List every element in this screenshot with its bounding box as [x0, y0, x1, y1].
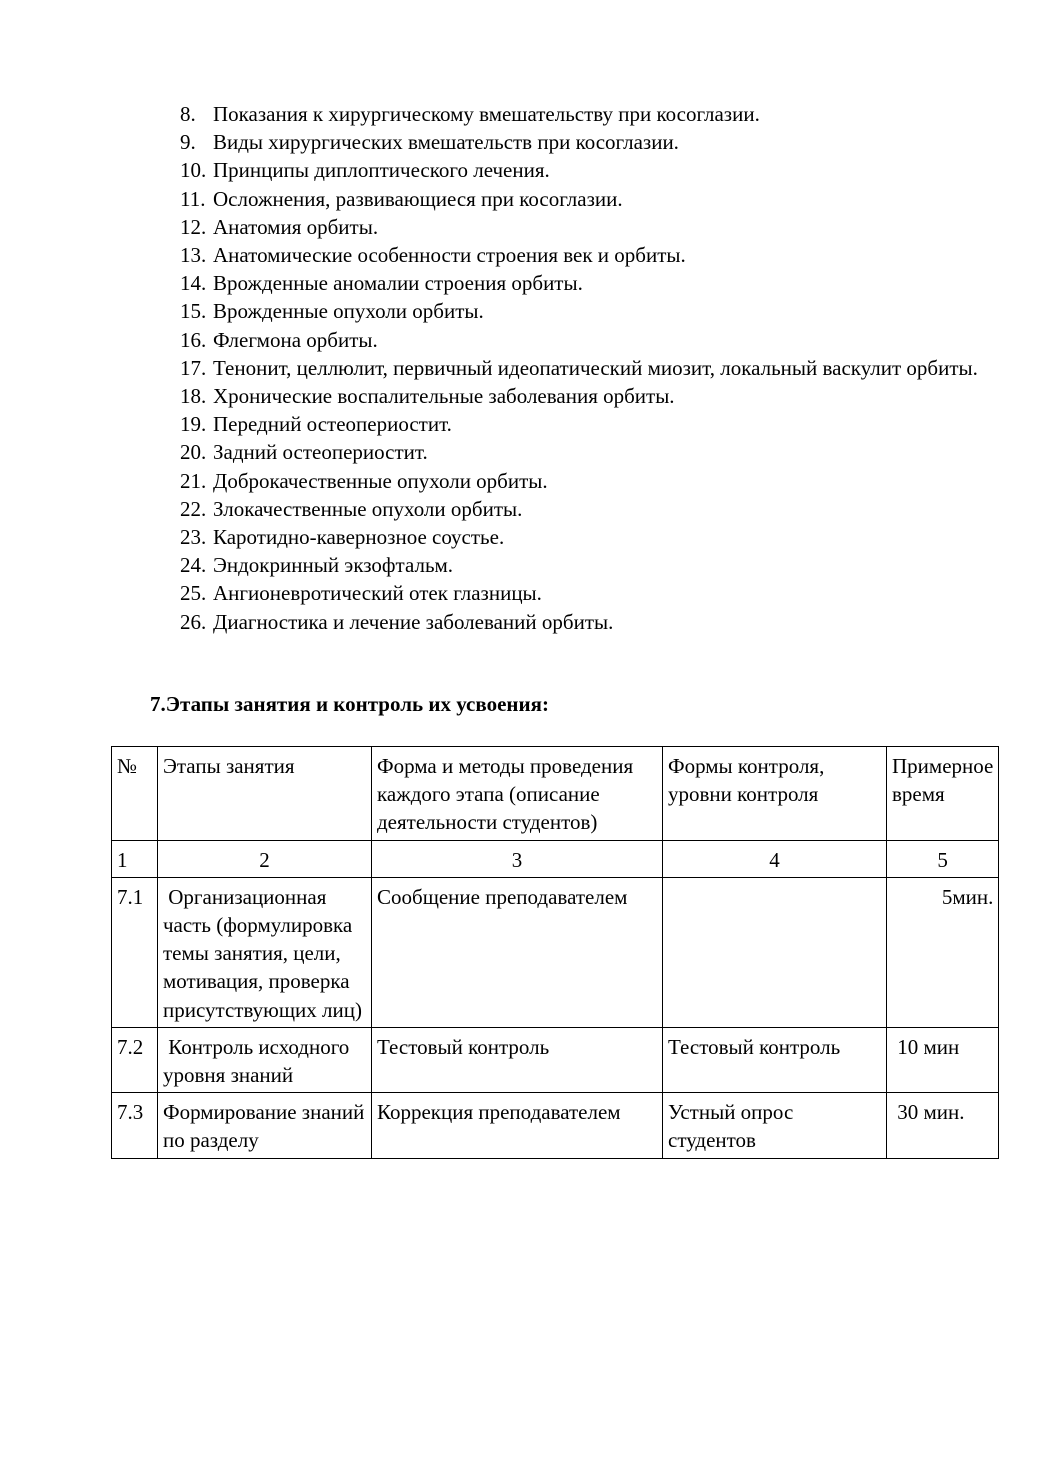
list-item-text: Доброкачественные опухоли орбиты.: [213, 468, 548, 493]
control-cell: Тестовый контроль: [663, 1027, 887, 1092]
list-item-number: 14.: [180, 271, 207, 296]
list-item-text: Эндокринный экзофтальм.: [213, 553, 454, 578]
list-item-number: 21.: [180, 468, 207, 493]
row-number-cell: 7.1: [112, 877, 158, 1027]
stage-cell: Контроль исходного уровня знаний: [158, 1027, 372, 1092]
method-cell: Тестовый контроль: [372, 1027, 663, 1092]
list-item: [180, 608, 980, 636]
list-item: [180, 438, 980, 466]
list-item-text: Передний остеопериостит.: [213, 412, 452, 437]
header-cell: Этапы занятия: [158, 747, 372, 841]
list-item: [180, 156, 980, 184]
stage-cell: Организационная часть (формулировка темы занятия, цели, мотивация, проверка присутствующих лиц): [158, 877, 372, 1027]
column-number-cell: 5: [887, 840, 999, 877]
list-item-text: Тенонит, целлюлит, первичный идеопатический миозит, локальный васкулит орбиты.: [213, 355, 978, 380]
list-item: [180, 523, 980, 551]
list-item-text: Осложнения, развивающиеся при косоглазии.: [213, 186, 623, 211]
list-item: [180, 410, 980, 438]
list-item: [180, 551, 980, 579]
list-item-text: Каротидно-кавернозное соустье.: [213, 525, 505, 550]
table-header-row: [112, 747, 999, 841]
list-item: [180, 213, 980, 241]
column-number-cell: 1: [112, 840, 158, 877]
list-item: [180, 297, 980, 325]
list-item: [180, 579, 980, 607]
list-item-text: Виды хирургических вмешательств при косоглазии.: [213, 130, 679, 155]
list-item-text: Врожденные опухоли орбиты.: [213, 299, 484, 324]
list-item-number: 13.: [180, 243, 207, 268]
list-item: [180, 382, 980, 410]
list-item-text: Флегмона орбиты.: [213, 327, 378, 352]
list-item: [180, 467, 980, 495]
list-item-text: Диагностика и лечение заболеваний орбиты.: [213, 609, 614, 634]
list-item-text: Анатомия орбиты.: [213, 214, 379, 239]
list-item-number: 8.: [180, 102, 196, 126]
table-row: [112, 1093, 999, 1158]
list-item-text: Принципы диплоптического лечения.: [213, 158, 550, 183]
list-item-number: 26.: [180, 609, 207, 634]
list-item-number: 19.: [180, 412, 207, 437]
list-item: [180, 185, 980, 213]
list-item-number: 24.: [180, 553, 207, 578]
list-item-number: 16.: [180, 327, 207, 352]
list-item-text: Хронические воспалительные заболевания орбиты.: [213, 384, 675, 409]
time-cell: 5мин.: [887, 877, 999, 1027]
list-item-text: Показания к хирургическому вмешательству при косоглазии.: [213, 102, 760, 126]
list-item-number: 10.: [180, 158, 207, 183]
list-item-text: Ангионевротический отек глазницы.: [213, 581, 542, 606]
list-item-text: Анатомические особенности строения век и орбиты.: [213, 243, 686, 268]
table-row: [112, 1027, 999, 1092]
column-number-cell: 4: [663, 840, 887, 877]
list-item: [180, 128, 980, 156]
list-item-number: 17.: [180, 355, 207, 380]
list-item-number: 23.: [180, 525, 207, 550]
list-item-number: 25.: [180, 581, 207, 606]
method-cell: Сообщение преподавателем: [372, 877, 663, 1027]
list-item-text: Задний остеопериостит.: [213, 440, 428, 465]
stages-table: [111, 746, 999, 1159]
list-item: [180, 100, 980, 128]
list-item-number: 11.: [180, 186, 206, 211]
list-item-number: 12.: [180, 214, 207, 239]
control-cell: Устный опрос студентов: [663, 1093, 887, 1158]
header-cell: Примерное время: [887, 747, 999, 841]
table-row: [112, 877, 999, 1027]
question-list: [180, 100, 980, 636]
control-cell: [663, 877, 887, 1027]
header-cell: Форма и методы проведения каждого этапа (описание деятельности студентов): [372, 747, 663, 841]
header-cell: №: [112, 747, 158, 841]
row-number-cell: 7.2: [112, 1027, 158, 1092]
list-item-text: Злокачественные опухоли орбиты.: [213, 496, 523, 521]
list-item: [180, 241, 980, 269]
header-cell: Формы контроля, уровни контроля: [663, 747, 887, 841]
column-number-row: [112, 840, 999, 877]
list-item-number: 9.: [180, 130, 196, 155]
list-item-number: 15.: [180, 299, 207, 324]
list-item-number: 20.: [180, 440, 207, 465]
list-item: [180, 354, 980, 382]
list-item: [180, 326, 980, 354]
list-item-text: Врожденные аномалии строения орбиты.: [213, 271, 583, 296]
time-cell: 10 мин: [887, 1027, 999, 1092]
list-item: [180, 269, 980, 297]
column-number-cell: 3: [372, 840, 663, 877]
column-number-cell: 2: [158, 840, 372, 877]
list-item: [180, 495, 980, 523]
section-heading: 7.Этапы занятия и контроль их усвоения:: [150, 692, 549, 716]
time-cell: 30 мин.: [887, 1093, 999, 1158]
method-cell: Коррекция преподавателем: [372, 1093, 663, 1158]
list-item-number: 22.: [180, 496, 207, 521]
list-item-number: 18.: [180, 384, 207, 409]
stage-cell: Формирование знаний по разделу: [158, 1093, 372, 1158]
row-number-cell: 7.3: [112, 1093, 158, 1158]
